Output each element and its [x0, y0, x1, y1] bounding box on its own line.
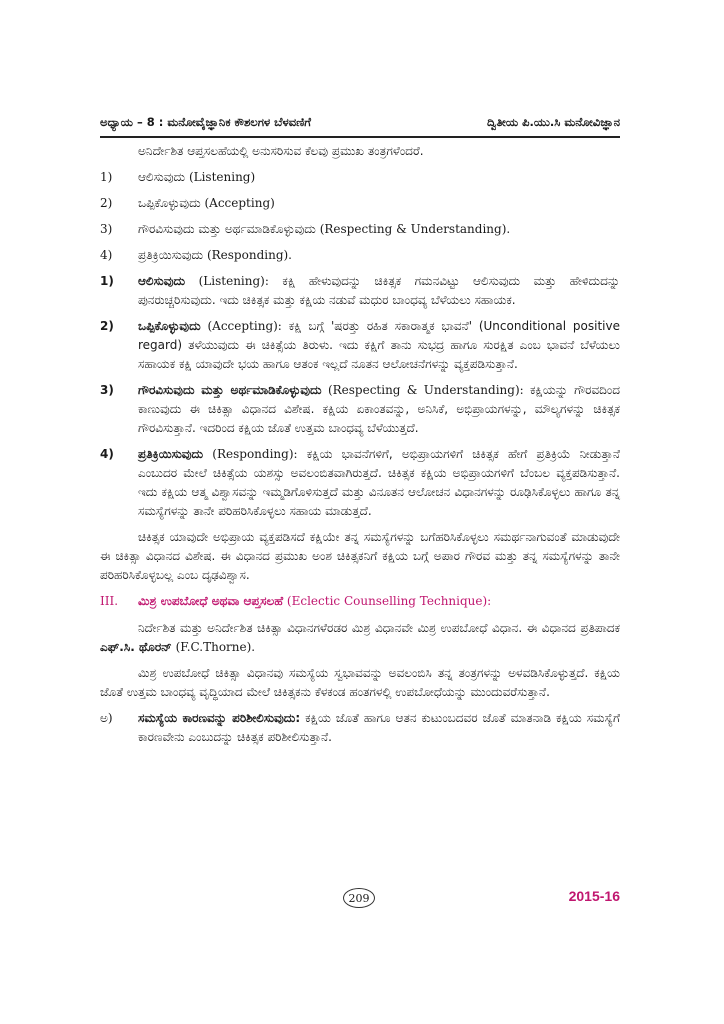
list-english: (Responding). — [206, 248, 292, 262]
chapter-title: ಅಧ್ಯಾಯ – 8 : ಮನೋವೈಜ್ಞಾನಿಕ ಕೌಶಲಗಳ ಬೆಳವಣಿಗೆ — [100, 115, 311, 129]
list-number: 2) — [100, 196, 113, 210]
list-text: ಗೌರವಿಸುವುದು ಮತ್ತು ಅರ್ಥಮಾಡಿಕೊಳ್ಳುವುದು — [138, 222, 316, 236]
proponent-name: ಎಫ್.ಸಿ. ಥೊರನ್ — [100, 640, 172, 654]
section-title: ಮಿಶ್ರ ಉಪಬೋಧೆ ಅಥವಾ ಆಪ್ತಸಲಹೆ — [138, 594, 284, 608]
intro-paragraph: ಅನಿರ್ದೇಶಿತ ಆಪ್ತಸಲಹೆಯಲ್ಲಿ ಅನುಸರಿಸುವ ಕೆಲವು ಪ್ರಮುಖ ತಂತ್ರಗಳೆಂದರೆ. — [138, 144, 424, 158]
proponent-english: (F.C.Thorne). — [175, 640, 256, 654]
technique-details — [100, 272, 620, 521]
header-divider — [100, 136, 620, 138]
detail-number: 2) — [100, 319, 114, 333]
list-text: ಒಪ್ಪಿಕೊಳ್ಳುವುದು — [138, 196, 201, 210]
list-item — [100, 246, 620, 265]
summary-paragraph: ಚಿಕಿತ್ಸಕ ಯಾವುದೇ ಅಭಿಪ್ರಾಯ ವ್ಯಕ್ತಪಡಿಸದೆ ಕಕ್ಷಿಯೇ ತನ್ನ ಸಮಸ್ಯೆಗಳನ್ನು ಬಗೆಹರಿಸಿಕೊಳ್ಳಲು ಸಮರ್ಥನಾಗುವಂತೆ ಮಾಡುವುದೇ ಈ ಚಿಕಿತ್ಸಾ ವಿಧಾನದ ವಿಶೇಷ. ಈ ವಿಧಾನದ ಪ್ರಮುಖ ಅಂಶ ಚಿಕಿತ್ಸಕನಿಗೆ ಕಕ್ಷಿಯ ಬಗ್ಗೆ ಅಪಾರ ಗೌರವ ಮತ್ತು ತನ್ನ ಸಮಸ್ಯೆಗಳನ್ನು ತಾನೇ ಪರಿಹರಿಸಿಕೊಳ್ಳಬಲ್ಲ ಎಂಬ ದೃಢವಿಶ್ವಾಸ. — [100, 530, 620, 582]
detail-english: (Respecting & Understanding): — [327, 383, 524, 397]
edition-year: 2015-16 — [568, 888, 620, 904]
list-english: (Respecting & Understanding). — [319, 222, 511, 236]
detail-body: ಕಕ್ಷಿಯನ್ನು ಗೌರವದಿಂದ ಕಾಣುವುದು ಈ ಚಿಕಿತ್ಸಾ ವಿಧಾನದ ವಿಶೇಷ. ಕಕ್ಷಿಯ ಏಕಾಂತವನ್ನು, ಅನಿಸಿಕೆ, ಅಭಿಪ್ರಾಯಗಳನ್ನು, ಮೌಲ್ಯಗಳನ್ನು ಚಿಕಿತ್ಸಕ ಗೌರವಿಸುತ್ತಾನೆ. ಇದರಿಂದ ಕಕ್ಷಿಯ ಜೊತೆ ಉತ್ತಮ ಬಾಂಧವ್ಯ ಬೆಳೆಯುತ್ತದೆ. — [138, 383, 620, 435]
list-english: (Listening) — [188, 170, 256, 184]
detail-item — [100, 381, 620, 438]
detail-body: ಕಕ್ಷಿ ಹೇಳುವುದನ್ನು ಚಿಕಿತ್ಸಕ ಗಮನವಿಟ್ಟು ಆಲಿಸುವುದು ಮತ್ತು ಹೇಳಿದುದನ್ನು ಪುನರುಚ್ಚರಿಸುವುದು. ಇದು ಚಿಕಿತ್ಸಕ ಮತ್ತು ಕಕ್ಷಿಯ ನಡುವೆ ಮಧುರ ಬಾಂಧವ್ಯ ಬೆಳೆಯಲು ಸಹಾಯಕ. — [138, 274, 620, 307]
technique-list — [100, 168, 620, 265]
list-english: (Accepting) — [204, 196, 275, 210]
detail-body: ಕಕ್ಷಿಯ ಭಾವನೆಗಳಿಗೆ, ಅಭಿಪ್ರಾಯಗಳಿಗೆ ಚಿಕಿತ್ಸಕ ಹೇಗೆ ಪ್ರತಿಕ್ರಿಯೆ ನೀಡುತ್ತಾನೆ ಎಂಬುದರ ಮೇಲೆ ಚಿಕಿತ್ಸೆಯ ಯಶಸ್ಸು ಅವಲಂಬಿತವಾಗಿರುತ್ತದೆ. ಚಿಕಿತ್ಸಕ ಕಕ್ಷಿಯ ಅಭಿಪ್ರಾಯಗಳಿಗೆ ಬೆಂಬಲ ವ್ಯಕ್ತಪಡಿಸುತ್ತಾನೆ. ಇದು ಕಕ್ಷಿಯ ಆತ್ಮ ವಿಶ್ವಾಸವನ್ನು ಇಮ್ಮಡಿಗೊಳಿಸುತ್ತದೆ ಮತ್ತು ವಿನೂತನ ಆಲೋಚನ ವಿಧಾನಗಳನ್ನು ರೂಢಿಸಿಕೊಳ್ಳಲು ಹಾಗೂ ತನ್ನ ಸಮಸ್ಯೆಗಳನ್ನು ತಾನೇ ಪರಿಹರಿಸಿಕೊಳ್ಳಲು ಸಹಾಯ ಮಾಡುತ್ತದೆ. — [138, 447, 620, 518]
detail-term: ಗೌರವಿಸುವುದು ಮತ್ತು ಅರ್ಥಮಾಡಿಕೊಳ್ಳುವುದು — [138, 383, 322, 397]
list-item — [100, 220, 620, 239]
section-title-english: (Eclectic Counselling Technique): — [286, 594, 492, 608]
section-heading — [100, 592, 620, 611]
detail-number: 1) — [100, 274, 114, 288]
section-number: III. — [100, 594, 119, 608]
detail-body: ಕಕ್ಷಿ ಬಗ್ಗೆ 'ಷರತ್ತು ರಹಿತ ಸಕಾರಾತ್ಮಕ ಭಾವನೆ' (Unconditional positive regard) ತಳೆಯುವುದು ಈ ಚಿಕಿತ್ಸೆಯ ತಿರುಳು. ಇದು ಕಕ್ಷಿಗೆ ತಾನು ಸುಭದ್ರ ಹಾಗೂ ಸುರಕ್ಷಿತ ಎಂಬ ಭಾವನೆ ಬೆಳೆಯಲು ಸಹಾಯಕ ಕಕ್ಷಿ ಯಾವುದೇ ಭಯ ಹಾಗೂ ಆತಂಕ ಇಲ್ಲದೆ ನೂತನ ಆಲೋಚನೆಗಳನ್ನು ವ್ಯಕ್ತಪಡಿಸುತ್ತಾನೆ. — [138, 319, 620, 371]
sub-item — [100, 709, 620, 747]
list-item — [100, 194, 620, 213]
detail-number: 3) — [100, 383, 114, 397]
detail-english: (Listening): — [198, 274, 269, 288]
eclectic-method-paragraph: ಮಿಶ್ರ ಉಪಬೋಧೆ ಚಿಕಿತ್ಸಾ ವಿಧಾನವು ಸಮಸ್ಯೆಯ ಸ್ವಭಾವವನ್ನು ಅವಲಂಬಿಸಿ ತನ್ನ ತಂತ್ರಗಳನ್ನು ಅಳವಡಿಸಿಕೊಳ್ಳುತ್ತದೆ. ಕಕ್ಷಿಯ ಜೊತೆ ಉತ್ತಮ ಬಾಂಧವ್ಯ ವೃದ್ಧಿಯಾದ ಮೇಲೆ ಚಿಕಿತ್ಸಕನು ಕೆಳಕಂಡ ಹಂತಗಳಲ್ಲಿ ಉಪಬೋಧೆಯನ್ನು ಮುಂದುವರೆಸುತ್ತಾನೆ. — [100, 666, 620, 699]
definition-text: ನಿರ್ದೇಶಿತ ಮತ್ತು ಅನಿರ್ದೇಶಿತ ಚಿಕಿತ್ಸಾ ವಿಧಾನಗಳೆರಡರ ಮಿಶ್ರ ವಿಧಾನವೇ ಮಿಶ್ರ ಉಪಬೋಧೆ ವಿಧಾನ. ಈ ವಿಧಾನದ ಪ್ರತಿಪಾದಕ — [138, 621, 620, 635]
sub-item-letter: ಅ) — [100, 711, 113, 725]
list-text: ಆಲಿಸುವುದು — [138, 170, 186, 184]
detail-term: ಪ್ರತಿಕ್ರಿಯಿಸುವುದು — [138, 447, 204, 461]
detail-item — [100, 445, 620, 521]
detail-term: ಒಪ್ಪಿಕೊಳ್ಳುವುದು — [138, 319, 201, 333]
list-number: 4) — [100, 248, 113, 262]
detail-english: (Accepting): — [207, 319, 282, 333]
page-number: 209 — [343, 888, 375, 908]
list-number: 1) — [100, 170, 113, 184]
eclectic-definition-paragraph — [100, 619, 620, 657]
detail-number: 4) — [100, 447, 114, 461]
page-header — [100, 112, 620, 130]
detail-term: ಆಲಿಸುವುದು — [138, 274, 186, 288]
book-title: ದ್ವಿತೀಯ ಪಿ.ಯು.ಸಿ ಮನೋವಿಜ್ಞಾನ — [486, 115, 620, 129]
list-text: ಪ್ರತಿಕ್ರಿಯಿಸುವುದು — [138, 248, 204, 262]
list-item — [100, 168, 620, 187]
detail-english: (Responding): — [212, 447, 298, 461]
list-number: 3) — [100, 222, 113, 236]
detail-item — [100, 317, 620, 374]
sub-item-term: ಸಮಸ್ಯೆಯ ಕಾರಣವನ್ನು ಪರಿಶೀಲಿಸುವುದು: — [138, 711, 301, 725]
detail-item — [100, 272, 620, 310]
page-content — [100, 142, 620, 754]
sub-item-body: ಕಕ್ಷಿಯ ಜೊತೆ ಹಾಗೂ ಆತನ ಕುಟುಂಬದವರ ಜೊತೆ ಮಾತನಾಡಿ ಕಕ್ಷಿಯ ಸಮಸ್ಯೆಗೆ ಕಾರಣವೇನು ಎಂಬುದನ್ನು ಚಿಕಿತ್ಸಕ ಪರಿಶೀಲಿಸುತ್ತಾನೆ. — [138, 711, 620, 744]
